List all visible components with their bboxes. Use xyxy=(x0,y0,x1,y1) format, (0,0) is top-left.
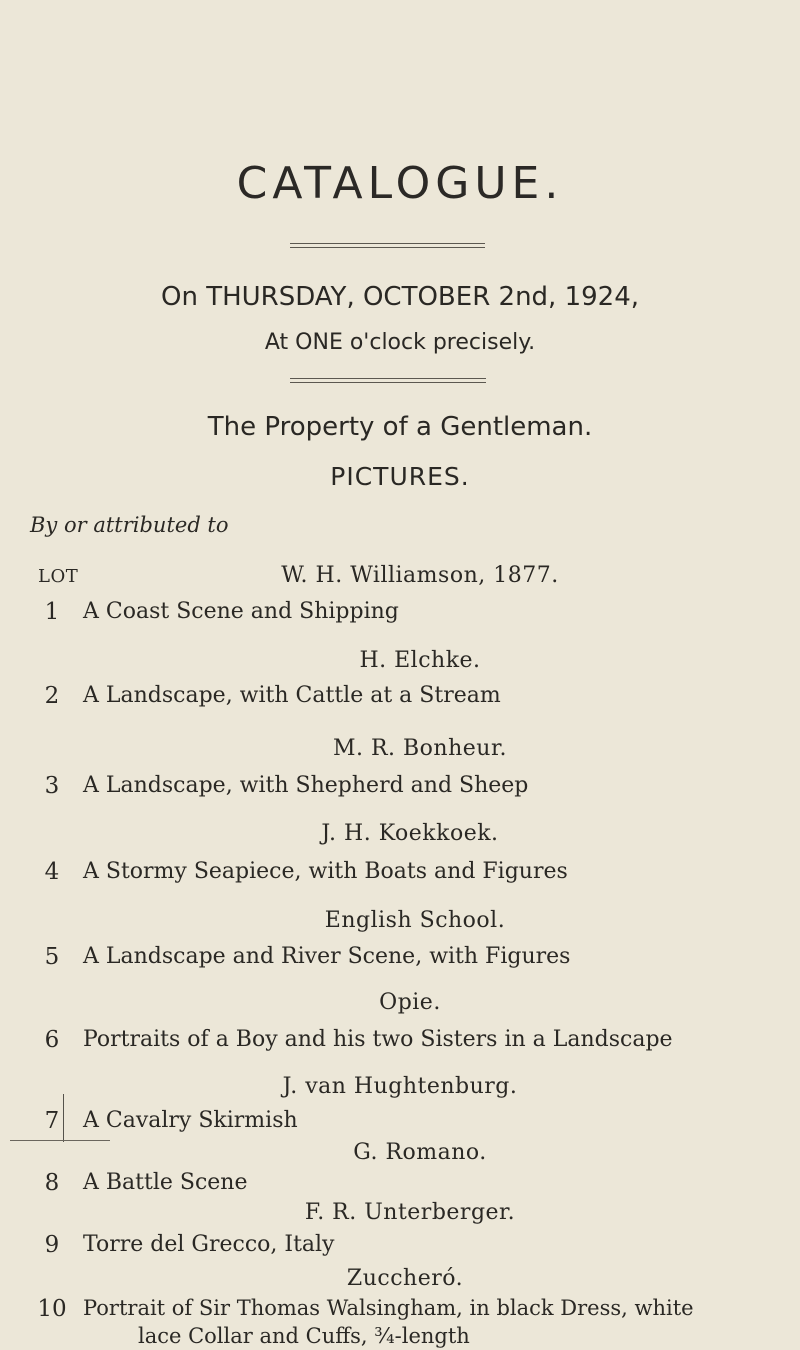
lot-title: A Coast Scene and Shipping xyxy=(83,599,399,624)
divider-rule xyxy=(290,243,485,248)
lot-title: Portraits of a Boy and his two Sisters in a Landscape xyxy=(83,1027,673,1052)
lot-title: A Battle Scene xyxy=(83,1170,248,1195)
divider-rule xyxy=(290,378,486,383)
catalogue-title: CATALOGUE. xyxy=(236,158,564,209)
lot-title: A Cavalry Skirmish xyxy=(83,1108,298,1133)
lot-title: A Landscape and River Scene, with Figures xyxy=(83,944,571,969)
lot-number: 3 xyxy=(44,773,60,799)
lot-number: 2 xyxy=(44,683,60,709)
lot-number: 7 xyxy=(44,1108,60,1134)
lot-title: A Landscape, with Cattle at a Stream xyxy=(83,683,501,708)
lot-number: 6 xyxy=(44,1027,60,1053)
lot-artist: F. R. Unterberger. xyxy=(304,1200,516,1225)
lot-column-header: LOT xyxy=(38,566,79,587)
lot-artist: J. van Hughtenburg. xyxy=(282,1074,518,1099)
attribution-line: By or attributed to xyxy=(30,513,229,537)
property-heading: The Property of a Gentleman. xyxy=(207,412,593,442)
lot-title: A Landscape, with Shepherd and Sheep xyxy=(83,773,529,798)
lot-title: Torre del Grecco, Italy xyxy=(83,1232,335,1257)
lot-number: 4 xyxy=(44,859,60,885)
lot-artist: J. H. Koekkoek. xyxy=(321,821,499,846)
lot-artist: Zuccheró. xyxy=(346,1266,464,1291)
lot-number: 5 xyxy=(44,944,60,970)
lot-artist: M. R. Bonheur. xyxy=(332,736,508,761)
sale-time: At ONE o'clock precisely. xyxy=(264,330,536,355)
lot-number: 1 xyxy=(44,599,60,625)
lot-artist: G. Romano. xyxy=(353,1140,487,1165)
lot-title-continued: lace Collar and Cuffs, ¾-length xyxy=(138,1324,470,1348)
handwritten-bracket-mark xyxy=(63,1094,74,1142)
lot-title: A Stormy Seapiece, with Boats and Figures xyxy=(83,859,568,884)
handwritten-strike-line xyxy=(10,1140,110,1141)
lot-artist: Opie. xyxy=(379,990,441,1015)
lot-number: 9 xyxy=(44,1232,60,1258)
lot-artist: English School. xyxy=(324,908,506,933)
section-heading: PICTURES. xyxy=(330,462,470,491)
lot-artist: W. H. Williamson, 1877. xyxy=(281,563,559,588)
lot-artist: H. Elchke. xyxy=(359,648,481,673)
lot-number: 10 xyxy=(37,1296,67,1322)
lot-title: Portrait of Sir Thomas Walsingham, in black Dress, white xyxy=(83,1296,694,1320)
sale-date: On THURSDAY, OCTOBER 2nd, 1924, xyxy=(160,282,640,312)
lot-number: 8 xyxy=(44,1170,60,1196)
